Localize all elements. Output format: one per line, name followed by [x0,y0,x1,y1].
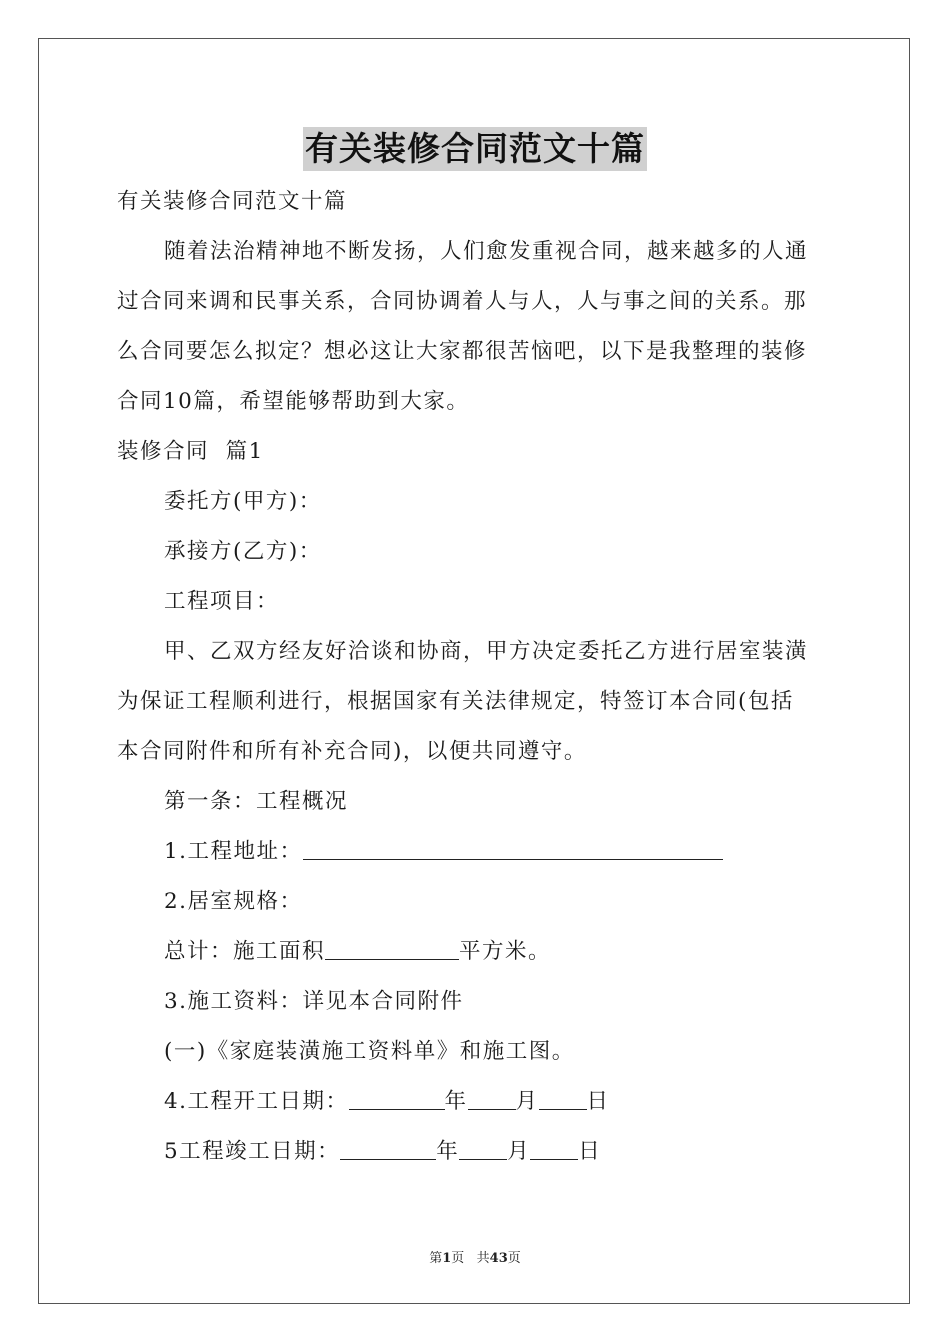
start-day-unit: 日 [586,1089,610,1114]
room-spec-label: 2.居室规格： [164,889,303,914]
end-year-unit: 年 [436,1139,460,1164]
document-body [117,177,837,1177]
address-label: 1.工程地址： [164,839,303,864]
footer-suffix: 页 [507,1251,521,1266]
address-line [117,827,837,877]
document-subtitle: 有关装修合同范文十篇 [117,189,348,214]
footer-total-pages: 43 [489,1251,508,1266]
intro-line-3: 么合同要怎么拟定？想必这让大家都很苦恼吧，以下是我整理的装修 [117,339,808,364]
footer-prefix: 第 [429,1251,443,1266]
section-heading: 装修合同 篇1 [117,439,264,464]
agreement-line-3: 本合同附件和所有补充合同)，以便共同遵守。 [117,739,587,764]
intro-line-4: 合同10篇，希望能够帮助到大家。 [117,389,470,414]
end-date-line [117,1127,837,1177]
end-day-blank [530,1129,578,1160]
start-month-blank [468,1079,516,1110]
article-one-heading: 第一条：工程概况 [164,789,349,814]
footer-current-page: 1 [442,1251,452,1266]
party-b-label: 承接方(乙方)： [164,539,322,564]
footer-mid: 页 共 [451,1251,490,1266]
start-month-unit: 月 [515,1089,539,1114]
end-month-unit: 月 [507,1139,531,1164]
intro-line-1: 随着法治精神地不断发扬，人们愈发重视合同，越来越多的人通 [164,239,809,264]
project-item-label: 工程项目： [164,589,280,614]
page-footer [0,1247,950,1266]
party-a-label: 委托方(甲方)： [164,489,322,514]
agreement-line-2: 为保证工程顺利进行，根据国家有关法律规定，特签订本合同(包括 [117,689,794,714]
area-line [117,927,837,977]
start-year-unit: 年 [444,1089,468,1114]
start-year-blank [349,1079,445,1110]
address-blank [303,829,723,860]
end-year-blank [340,1129,436,1160]
start-date-label: 4.工程开工日期： [164,1089,349,1114]
area-blank [325,929,459,960]
end-date-label: 5工程竣工日期： [164,1139,341,1164]
end-month-blank [459,1129,507,1160]
document-title-row [0,127,950,171]
intro-line-2: 过合同来调和民事关系，合同协调着人与人，人与事之间的关系。那 [117,289,808,314]
start-date-line [117,1077,837,1127]
area-suffix: 平方米。 [459,939,552,964]
materials-line: 3.施工资料：详见本合同附件 [164,989,464,1014]
document-title: 有关装修合同范文十篇 [303,127,647,171]
start-day-blank [539,1079,587,1110]
agreement-line-1: 甲、乙双方经友好洽谈和协商，甲方决定委托乙方进行居室装潢 [164,639,809,664]
area-prefix: 总计：施工面积 [164,939,326,964]
end-day-unit: 日 [578,1139,602,1164]
materials-sub-line: (一)《家庭装潢施工资料单》和施工图。 [164,1039,575,1064]
